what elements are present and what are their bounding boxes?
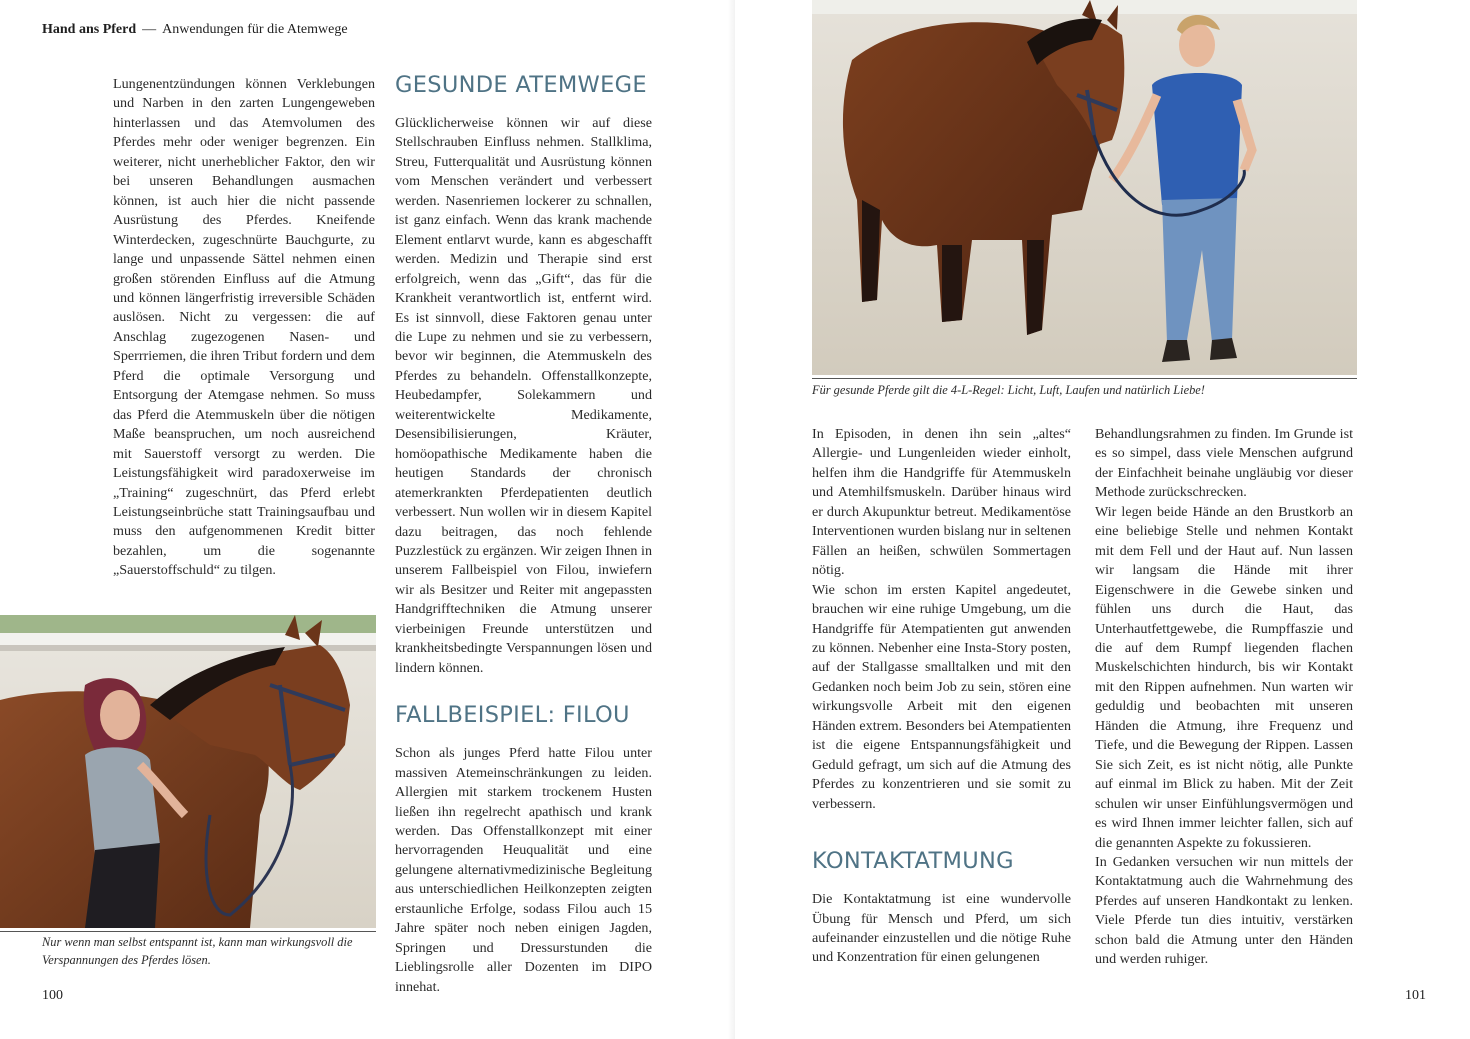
paragraph: Die Kontaktatmung ist eine wundervolle Übung für Mensch und Pferd, um sich aufeinander einzustellen und die nötige Ruhe und Konzentration für einen gelungenen — [812, 891, 1071, 966]
paragraph: Glücklicherweise können wir auf diese Stellschrauben Einfluss nehmen. Stallklima, Streu, Futterqualität und Ausrüstung können vom Menschen verändert und verbessert werden. Nasenriemen lockerer zu schnallen, ist ganz einfach. Wenn das krank machende Element entlarvt wurde, kann es abgeschafft werden. Medizin und Therapie sind erst erfolgreich, wenn das „Gift“, das für die Krankheit verantwortlich ist, entfernt wird. Es ist sinnvoll, diese Faktoren genau unter die Lupe zu nehmen und sie zu verbessern, bevor wir beginnen, die Atemmuskeln des Pferdes zu behandeln. Offenstallkonzepte, Heubedampfer, Solekammern und weiterentwickelte Medikamente, Desensibilisierungen, Kräuter, homöopathische Medikamente haben die heutigen Standards der chronisch atemerkrankten Pferdepatienten deutlich verbessert. Nun wollen wir in diesem Kapitel dazu beitragen, das noch fehlende Puzzlestück zu ergänzen. Wir zeigen Ihnen in unserem Fallbeispiel von Filou, inwiefern wir als Besitzer und Reiter mit angepassten Handgrifftechniken die Atmung unserer vierbeinigen Freunde unterstützen und krankheitsbedingte Verspannungen lösen und lindern können. — [395, 115, 652, 676]
paragraph: Lungenentzündungen können Verklebungen und Narben in den zarten Lungengeweben hinterlassen und das Atemvolumen des Pferdes mehr oder weniger begrenzen. Ein weiterer, nicht unerheblicher Faktor, den wir bei unseren Behandlungen ausmachen können, ist auch hier die nicht passende Ausrüstung des Pferdes. Kneifende Winterdecken, zugeschnürte Bauchgurte, zu lange und unpassende Sättel nehmen einen großen störenden Einfluss auf die Atmung und können längerfristig irreversible Schäden auslösen. Nicht zu vergessen: die auf Anschlag zugezogenen Nasen- und Sperrriemen, die ihren Tribut fordern und dem Pferd die optimale Versorgung und Entsorgung der Atemgase nehmen. So muss das Pferd die Atemmuskeln über die nötigen Maße beanspruchen, um noch ausreichend mit Sauerstoff versorgt zu werden. Die Leistungsfähigkeit wird paradoxerweise im „Training“ zugeschnürt, das Pferd erlebt Leistungseinbrüche statt Trainingsaufbau und muss den aufgenommenen Kredit bitter bezahlen, um die sogenannte „Sauerstoffschuld“ zu tilgen. — [113, 76, 375, 579]
photo-caption-right: Für gesunde Pferde gilt die 4-L-Regel: Licht, Luft, Laufen und natürlich Liebe! — [812, 383, 1205, 397]
running-head — [42, 22, 348, 38]
caption-rule — [812, 378, 1357, 379]
paragraph: Behandlungsrahmen zu finden. Im Grunde ist es so simpel, dass viele Menschen aufgrund der Einfachheit beinahe ungläubig vor dieser Methode zurückschrecken. — [1095, 426, 1353, 501]
book-title: Hand ans Pferd — [42, 22, 137, 37]
photo-woman-leading-horse — [812, 0, 1357, 375]
page-number-left: 100 — [42, 988, 63, 1003]
paragraph: In Gedanken versuchen wir nun mittels der Kontaktatmung auch die Wahrnehmung des Pferdes auf unseren Handkontakt zu lenken. Viele Pferde tun dies intuitiv, verstärken schon bald die Atmung unter den Händen und werden ruhiger. — [1095, 853, 1353, 968]
paragraph: Schon als junges Pferd hatte Filou unter massiven Atemeinschränkungen zu leiden. Allergien mit starkem trockenem Husten ließen ihn regelrecht apathisch und krank werden. Das Offenstallkonzept mit einer hervorragenden Heuqualität und eine gelungene alternativmedizinische Begleitung aus unterschiedlichen Heilkonzepten zeigten erstaunliche Erfolge, sodass Filou auch 15 Jahre später noch neben einigen Jagden, Springen und Dressurstunden die Lieblingsrolle aller Dozenten im DIPO innehat. — [395, 745, 652, 995]
chapter-title: Anwendungen für die Atemwege — [162, 22, 348, 37]
photo-caption-left: Nur wenn man selbst entspannt ist, kann man wirkungsvoll die Verspannungen des Pferdes lösen. — [42, 935, 353, 967]
text-column-3 — [812, 425, 1071, 968]
paragraph: Wir legen beide Hände an den Brustkorb an eine beliebige Stelle und nehmen Kontakt mit dem Fell und der Haut auf. Nun lassen wir langsam die Hände mit ihrer Eigenschwere in die Gewebe sinken und fühlen uns durch die Haut, das Unterhautfettgewebe, die Rumpffaszie und die auf dem Rumpf liegenden flachen Muskelschichten hindurch, bis wir Kontakt mit den Rippen aufnehmen. Nun warten wir geduldig und beobachten mit unseren Händen die Atmung, ihre Frequenz und Tiefe, und die Bewegung der Rippen. Lassen Sie sich Zeit, es ist nicht nötig, alle Punkte auf einmal im Blick zu haben. Mit der Zeit schulen wir unser Einfühlungsvermögen und es wird Ihnen immer leichter fallen, sich auf die genannten Aspekte zu fokussieren. — [1095, 503, 1353, 851]
text-column-4 — [1095, 425, 1353, 970]
page-number-right: 101 — [1405, 988, 1426, 1003]
photo-woman-with-horse — [0, 615, 376, 928]
section-heading-fallbeispiel-filou: FALLBEISPIEL: FILOU — [395, 702, 630, 729]
text-column-1 — [113, 75, 375, 581]
paragraph: In Episoden, in denen ihn sein „altes“ Allergie- und Lungenleiden wieder einholt, helfen ihm die Handgriffe für Atemmuskeln und Atemhilfsmuskeln. Darüber hinaus wird er durch Akupunktur betreut. Medikamentöse Interventionen wurden bislang nur in seltenen Fällen an heißen, schwülen Sommertagen nötig. — [812, 426, 1071, 579]
section-heading-kontaktatmung: KONTAKTATMUNG — [812, 848, 1014, 875]
caption-rule — [0, 931, 376, 932]
running-head-separator: — — [142, 22, 157, 37]
paragraph: Wie schon im ersten Kapitel angedeutet, brauchen wir eine ruhige Umgebung, um die Handgriffe für Atempatienten gut anwenden zu können. Nebenher eine Insta-Story posten, auf der Stallgasse smalltalken und mit den Gedanken noch beim Job zu sein, stören eine wirkungsvolle Arbeit mit den eigenen Händen extrem. Besonders bei Atempatienten ist die eigene Entspannungsfähigkeit und Geduld gefragt, um sich auf die Atmung des Pferdes zu konzentrieren und sie somit zu verbessern. — [812, 581, 1071, 812]
section-heading-gesunde-atemwege: GESUNDE ATEMWEGE — [395, 72, 647, 98]
text-column-2 — [395, 70, 652, 997]
